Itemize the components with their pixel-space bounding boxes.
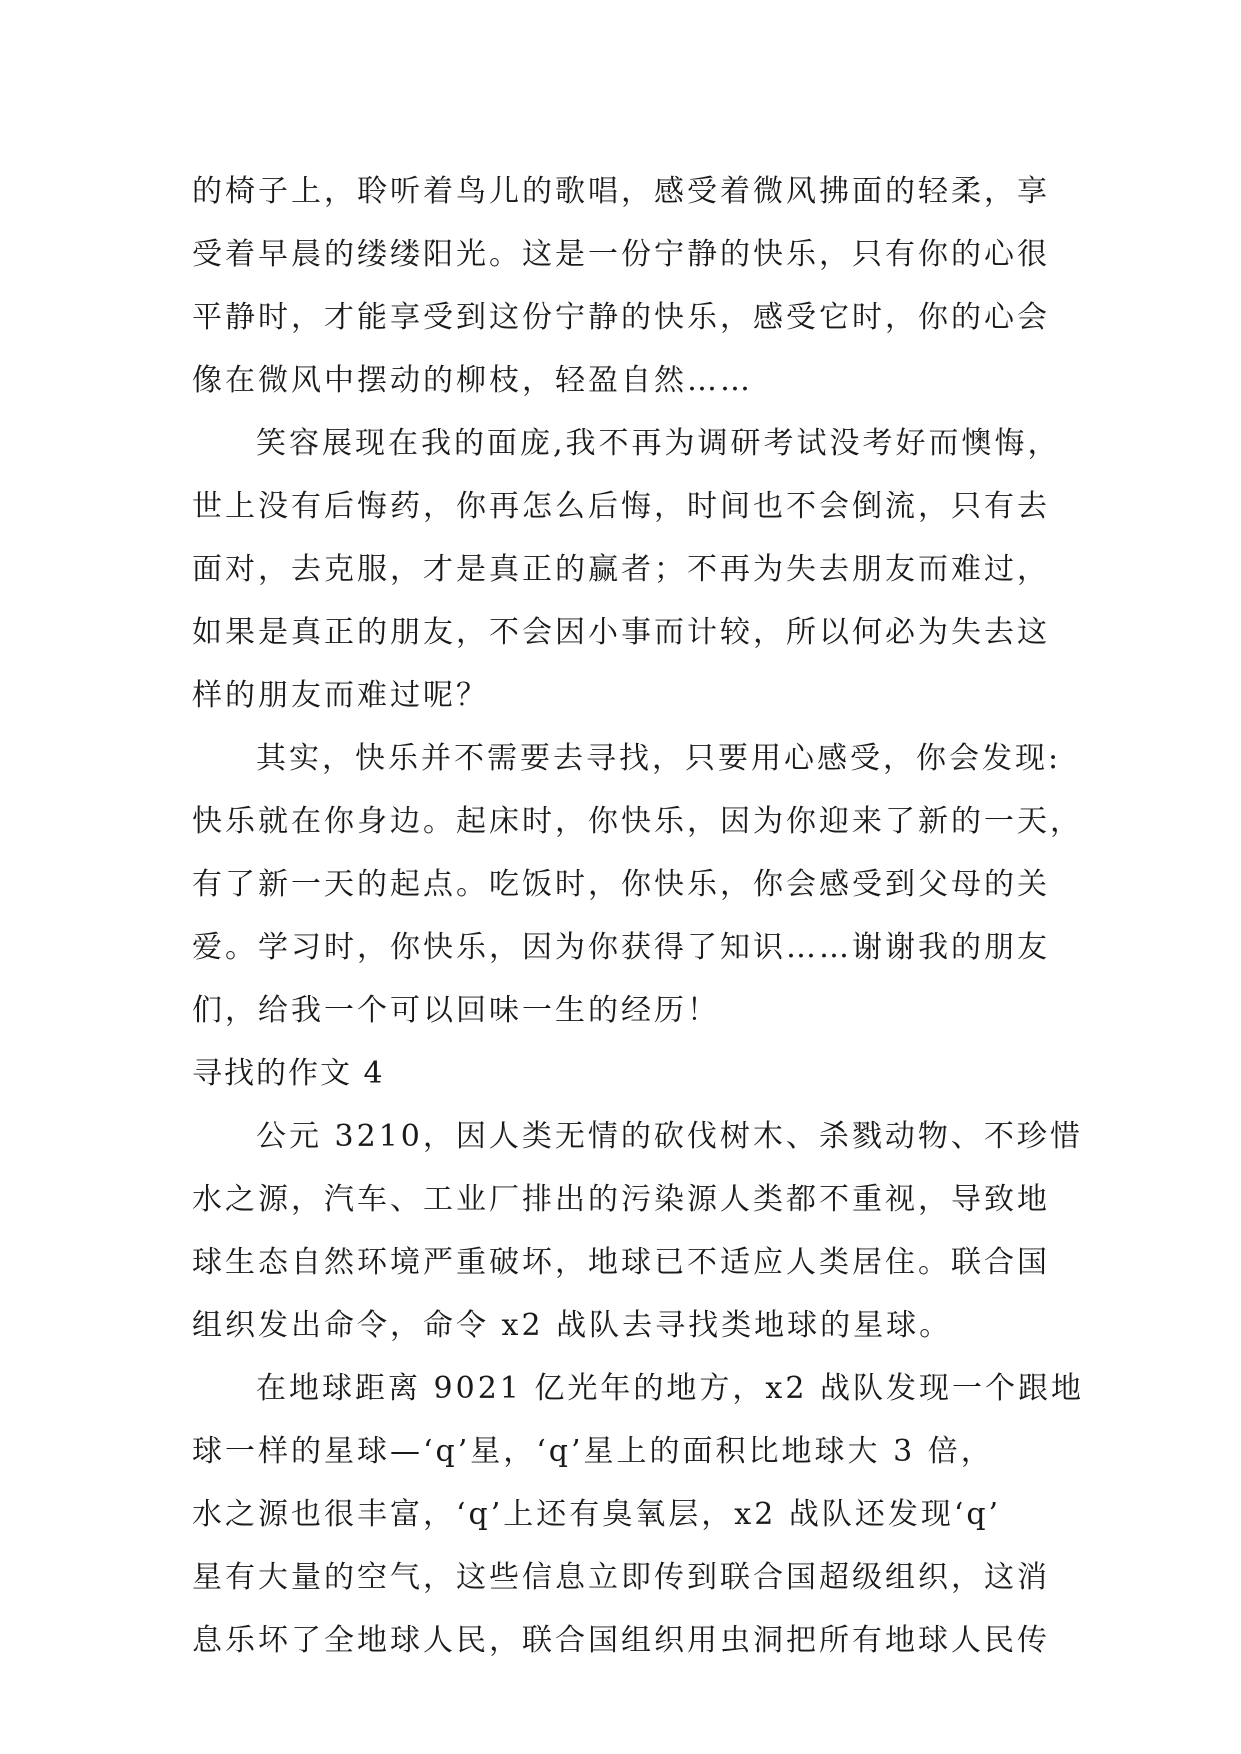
text-line: 世上没有后悔药，你再怎么后悔，时间也不会倒流，只有去 xyxy=(192,489,1050,524)
text-line: 爱。学习时，你快乐，因为你获得了知识……谢谢我的朋友 xyxy=(192,930,1050,965)
text-line: 平静时，才能享受到这份宁静的快乐，感受它时，你的心会 xyxy=(192,300,1050,335)
text-line: 组织发出命令，命令 x2 战队去寻找类地球的星球。 xyxy=(192,1308,953,1343)
text-line: 球生态自然环境严重破坏，地球已不适应人类居住。联合国 xyxy=(192,1245,1050,1280)
text-line: 如果是真正的朋友，不会因小事而计较，所以何必为失去这 xyxy=(192,615,1050,650)
text-line: 在地球距离 9021 亿光年的地方，x2 战队发现一个跟地 xyxy=(256,1371,1084,1406)
paragraph xyxy=(192,160,1072,412)
text-line: 其实，快乐并不需要去寻找，只要用心感受，你会发现: xyxy=(256,741,1062,776)
text-line: 受着早晨的缕缕阳光。这是一份宁静的快乐，只有你的心很 xyxy=(192,237,1050,272)
text-line: 快乐就在你身边。起床时，你快乐，因为你迎来了新的一天， xyxy=(192,804,1083,839)
text-line: 有了新一天的起点。吃饭时，你快乐，你会感受到父母的关 xyxy=(192,867,1050,902)
text-line: 样的朋友而难过呢？ xyxy=(192,678,489,713)
paragraph xyxy=(192,412,1072,727)
paragraph xyxy=(192,1357,1084,1672)
section-heading xyxy=(192,1042,1072,1105)
text-line: 公元 3210，因人类无情的砍伐树木、杀戮动物、不珍惜 xyxy=(256,1119,1083,1154)
text-line: 水之源也很丰富，‘q’上还有臭氧层，x2 战队还发现‘q’ xyxy=(192,1497,1002,1532)
text-line: 水之源，汽车、工业厂排出的污染源人类都不重视，导致地 xyxy=(192,1182,1050,1217)
text-line: 星有大量的空气，这些信息立即传到联合国超级组织，这消 xyxy=(192,1560,1050,1595)
text-line: 笑容展现在我的面庞,我不再为调研考试没考好而懊悔， xyxy=(256,426,1061,461)
text-line: 面对，去克服，才是真正的赢者；不再为失去朋友而难过， xyxy=(192,552,1050,587)
heading-text: 寻找的作文 4 xyxy=(192,1056,385,1091)
text-line: 们，给我一个可以回味一生的经历！ xyxy=(192,993,720,1028)
text-line: 的椅子上，聆听着鸟儿的歌唱，感受着微风拂面的轻柔，享 xyxy=(192,174,1050,209)
text-line: 像在微风中摆动的柳枝，轻盈自然…… xyxy=(192,363,753,398)
text-line: 息乐坏了全地球人民，联合国组织用虫洞把所有地球人民传 xyxy=(192,1623,1050,1658)
text-line: 球一样的星球—‘q’星，‘q’星上的面积比地球大 3 倍， xyxy=(192,1434,994,1469)
paragraph xyxy=(192,1105,1083,1357)
paragraph xyxy=(192,727,1083,1042)
document-body xyxy=(192,160,1084,1672)
